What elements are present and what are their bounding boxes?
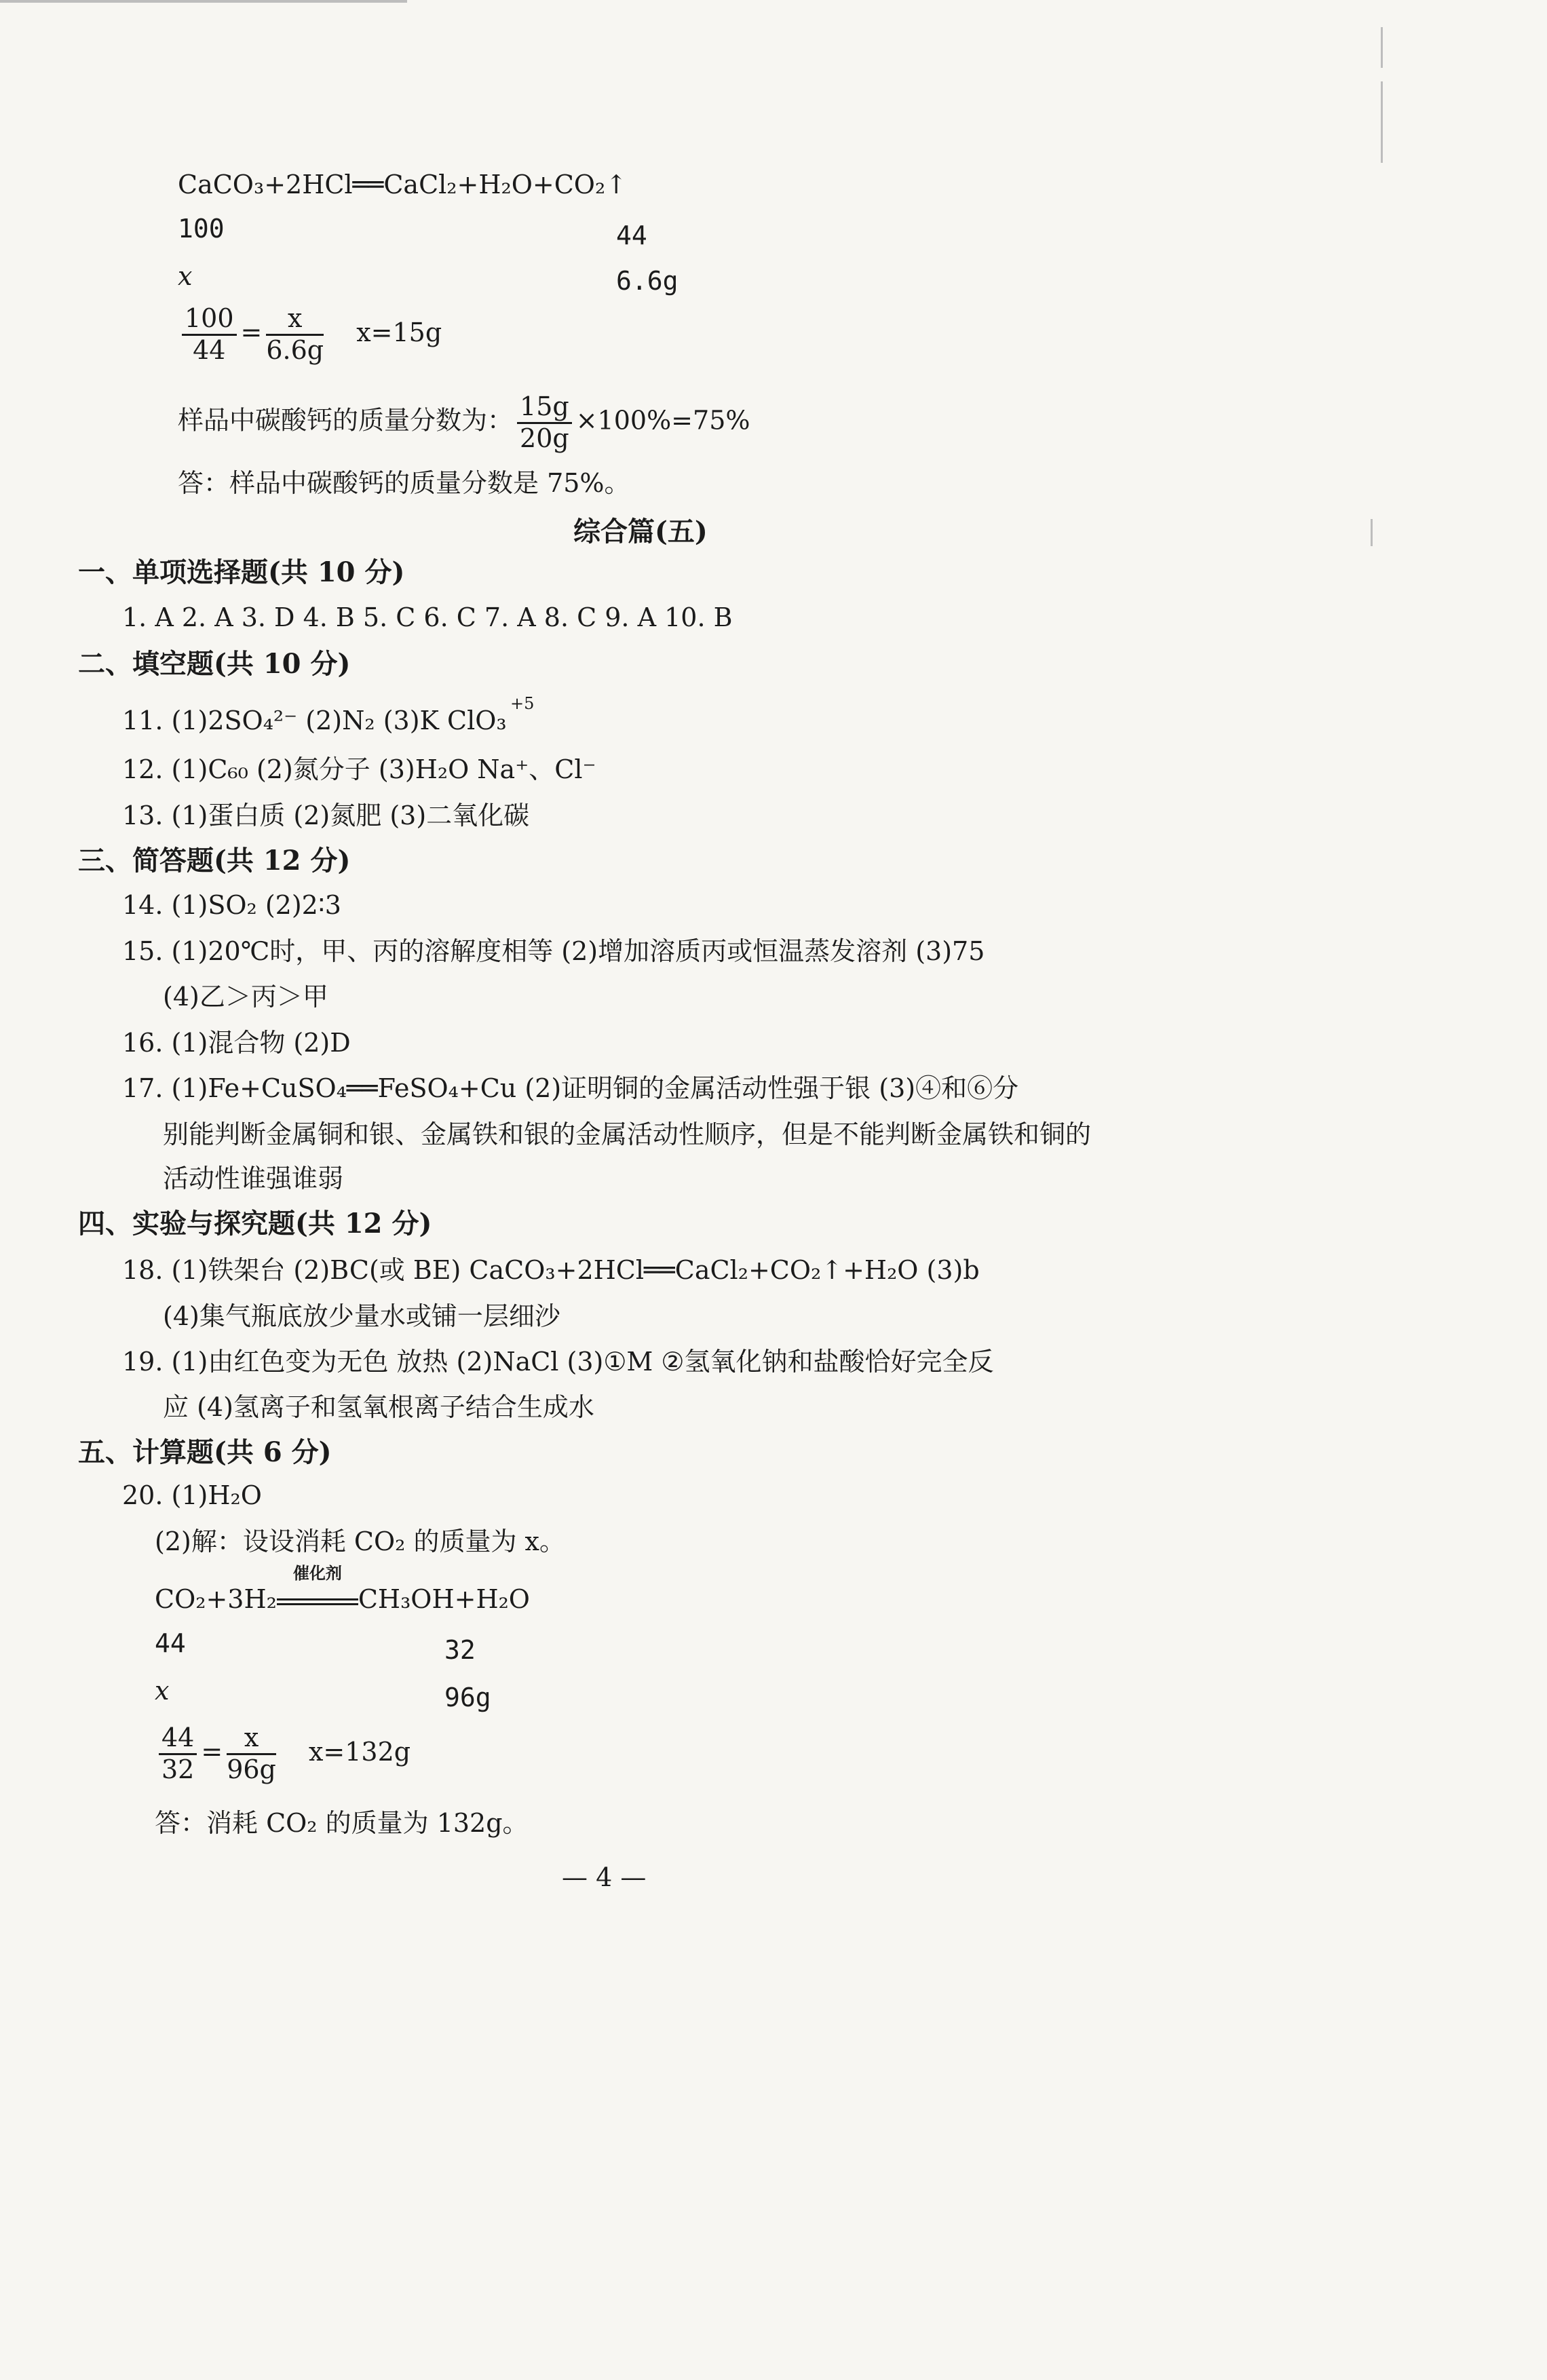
mass-fraction-prefix: 样品中碳酸钙的质量分数为： — [178, 405, 514, 436]
q12: 12. (1)C₆₀ (2)氮分子 (3)H₂O Na⁺、Cl⁻ — [122, 754, 596, 784]
ratio-den-left: 44 — [193, 334, 226, 365]
q19-line1: 19. (1)由红色变为无色 放热 (2)NaCl (3)①M ②氢氧化钠和盐酸恰好完全反 — [122, 1347, 994, 1377]
oxidation-state-sup: +5 — [510, 694, 535, 713]
catalyst-label: 催化剂 — [292, 1563, 342, 1583]
part1-answers: 1. A 2. A 3. D 4. B 5. C 6. C 7. A 8. C 9. A 10. B — [122, 602, 733, 632]
q19-line2: 应 (4)氢离子和氢氧根离子结合生成水 — [163, 1392, 594, 1422]
methanol-given: 96g — [444, 1683, 491, 1712]
ratio-result: x=15g — [356, 317, 442, 347]
heading-part4: 四、实验与探究题(共 12 分) — [78, 1208, 432, 1240]
ratio2-den-right: 96g — [227, 1754, 276, 1784]
mass-fraction-den: 20g — [520, 423, 569, 453]
ratio-equation-2: $\frac{44}{32}$ = $\frac{x}{96g}$ x=132g — [155, 1723, 410, 1784]
page-number: — 4 — — [562, 1862, 647, 1892]
mass-fraction-line — [178, 392, 750, 453]
ratio-num-left: 100 — [182, 304, 237, 336]
heading-part5: 五、计算题(共 6 分) — [78, 1436, 332, 1468]
mass-fraction-suffix: ×100%=75% — [575, 405, 750, 436]
mass-right: 44 — [616, 220, 647, 250]
q18-line1: 18. (1)铁架台 (2)BC(或 BE) CaCO₃+2HCl══CaCl₂+CO₂↑+H₂O (3)b — [122, 1255, 980, 1285]
heading-part1: 一、单项选择题(共 10 分) — [78, 556, 405, 588]
var-right: 6.6g — [616, 266, 679, 296]
heading-part3: 三、简答题(共 12 分) — [78, 845, 351, 877]
ratio-den-right: 6.6g — [266, 334, 324, 365]
ratio-equation: $\frac{100}{44}$ = $\frac{x}{6.6g}$ x=15g — [178, 304, 442, 365]
ratio2-num-right: x — [227, 1723, 276, 1755]
var-left: x — [178, 261, 193, 291]
eq-right: CH₃OH+H₂O — [358, 1584, 530, 1614]
ratio-num-right: x — [266, 304, 324, 336]
ratio2-result: x=132g — [308, 1736, 411, 1767]
q17-line1: 17. (1)Fe+CuSO₄══FeSO₄+Cu (2)证明铜的金属活动性强于银 (3)④和⑥分 — [122, 1073, 1019, 1103]
answer-2: 答：消耗 CO₂ 的质量为 132g。 — [155, 1808, 529, 1838]
scan-margin-mark — [1371, 519, 1373, 546]
equals-arrow — [277, 1596, 358, 1608]
methanol-mass: 32 — [444, 1635, 476, 1665]
q15-line2: (4)乙＞丙＞甲 — [163, 982, 328, 1012]
ratio2-den-left: 32 — [161, 1754, 195, 1784]
section-title: 综合篇(五) — [573, 516, 708, 548]
mass-left: 100 — [178, 214, 225, 244]
co2-mass: 44 — [155, 1628, 186, 1658]
scan-edge-line — [0, 0, 407, 3]
q15-line1: 15. (1)20℃时，甲、丙的溶解度相等 (2)增加溶质丙或恒温蒸发溶剂 (3)75 — [122, 936, 985, 966]
q17-line3: 活动性谁强谁弱 — [163, 1164, 344, 1193]
eq-left: CO₂+3H₂ — [155, 1584, 277, 1614]
equation-methanol — [155, 1563, 530, 1615]
ratio2-num-left: 44 — [159, 1723, 197, 1755]
q13: 13. (1)蛋白质 (2)氮肥 (3)二氧化碳 — [122, 801, 530, 830]
q18-line2: (4)集气瓶底放少量水或铺一层细沙 — [163, 1301, 560, 1331]
q16: 16. (1)混合物 (2)D — [122, 1028, 351, 1058]
heading-part2: 二、填空题(共 10 分) — [78, 648, 351, 680]
q11: 11. (1)2SO₄²⁻ (2)N₂ (3)K ClO₃ — [122, 706, 507, 735]
q17-line2: 别能判断金属铜和银、金属铁和银的金属活动性顺序，但是不能判断金属铁和铜的 — [163, 1119, 1092, 1149]
mass-fraction-num: 15g — [517, 392, 572, 424]
equation-caco3: CaCO₃+2HCl══CaCl₂+H₂O+CO₂↑ — [178, 170, 628, 199]
q20-line1: 20. (1)H₂O — [122, 1480, 262, 1510]
scan-margin-mark — [1381, 27, 1383, 68]
q14: 14. (1)SO₂ (2)2∶3 — [122, 890, 341, 920]
scan-margin-mark — [1381, 81, 1383, 163]
q20-line2: (2)解：设设消耗 CO₂ 的质量为 x。 — [155, 1527, 565, 1556]
co2-var: x — [155, 1676, 170, 1706]
answer-1: 答：样品中碳酸钙的质量分数是 75%。 — [178, 468, 630, 498]
